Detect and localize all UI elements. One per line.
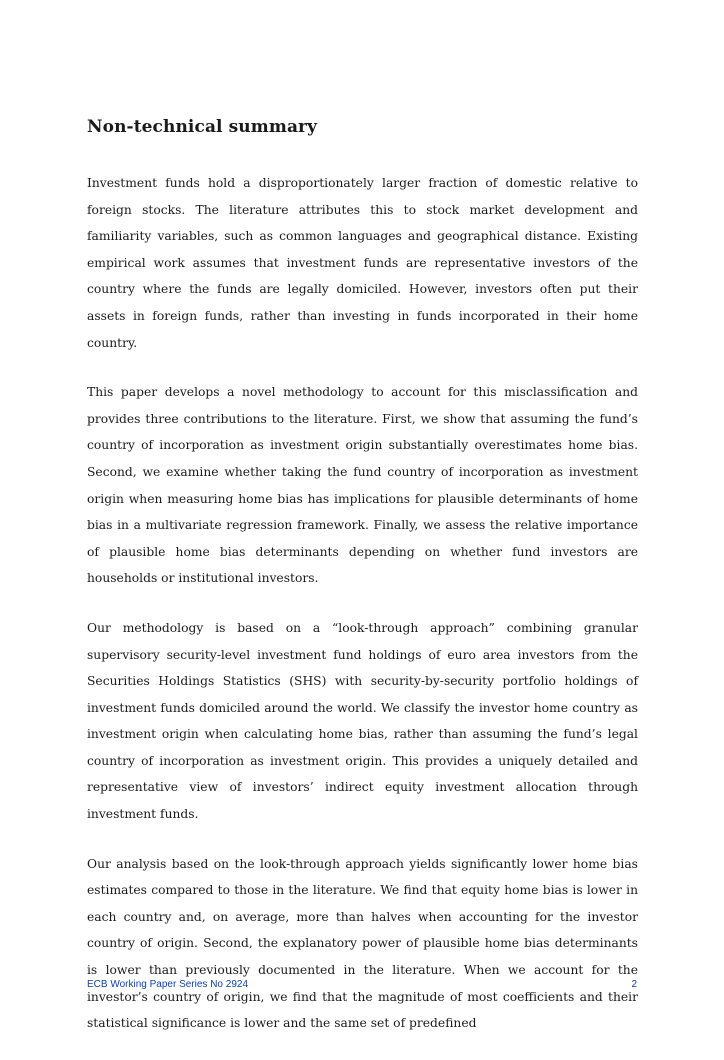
page-title: Non-technical summary	[87, 117, 318, 137]
paragraph-3: Our methodology is based on a “look-through approach” combining granular supervisory security-level investment fund holdings of euro area investors from the Securities Holdings Statistics (SHS) with security-by-security portfolio holdings of investment funds domiciled around the world. We classify the investor home country as investment origin when calculating home bias, rather than assuming the fund’s legal country of incorporation as investment origin. This provides a uniquely detailed and representative view of investors’ indirect equity investment allocation through investment funds.	[87, 620, 638, 822]
paragraph-2: This paper develops a novel methodology to account for this misclassification and provides three contributions to the literature. First, we show that assuming the fund’s country of incorporation as investment origin substantially overestimates home bias. Second, we examine whether taking the fund country of incorporation as investment origin when measuring home bias has implications for plausible determinants of home bias in a multivariate regression framework. Finally, we assess the relative importance of plausible home bias determinants depending on whether fund investors are households or institutional investors.	[87, 385, 638, 586]
paragraph-4: Our analysis based on the look-through approach yields significantly lower home bias estimates compared to those in the literature. We find that equity home bias is lower in each country and, on average, more than halves when accounting for the investor country of origin. Second, the explanatory power of plausible home bias determinants is lower than previously documented in the literature. When we account for the investor’s country of origin, we find that the magnitude of most coefficients and their statistical significance is lower and the same set of predefined	[87, 856, 638, 1031]
paragraph-1: Investment funds hold a disproportionately larger fraction of domestic relative to foreign stocks. The literature attributes this to stock market development and familiarity variables, such as common languages and geographical distance. Existing empirical work assumes that investment funds are representative investors of the country where the funds are legally domiciled. However, investors often put their assets in foreign funds, rather than investing in funds incorporated in their home country.	[87, 176, 638, 350]
footer-series-label: ECB Working Paper Series No 2924	[87, 979, 249, 990]
body-text	[87, 170, 638, 1060]
footer-page-number: 2	[631, 979, 637, 990]
page-footer	[87, 979, 637, 990]
